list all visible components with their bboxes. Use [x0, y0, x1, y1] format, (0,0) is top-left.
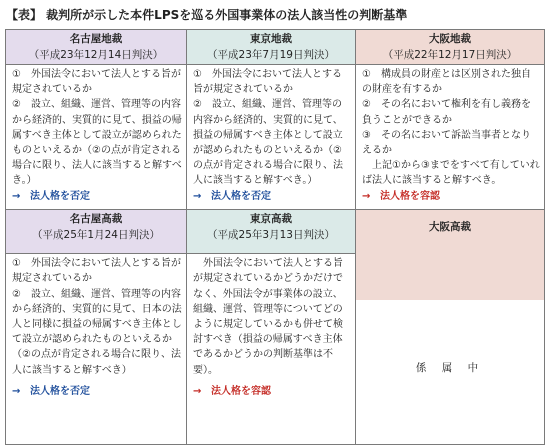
court-name: 大阪地裁 — [429, 33, 471, 45]
outcome-line — [187, 189, 355, 209]
criterion-item: ① 外国法令において法人とする旨が規定されているか — [12, 258, 181, 285]
judgment-comparison-table — [5, 29, 545, 445]
tokyo-district-header — [187, 30, 356, 65]
outcome-text: 法人格を容認 — [211, 386, 271, 398]
outcome-text: 法人格を容認 — [380, 191, 440, 202]
nagoya-district-header — [6, 30, 187, 65]
judgment-date: （平成25年3月13日判決） — [207, 229, 335, 241]
osaka-district-header — [356, 30, 545, 65]
tokyo-high-header — [187, 210, 356, 254]
court-name: 名古屋高裁 — [69, 213, 123, 225]
court-name: 東京地裁 — [250, 33, 292, 45]
tokyo-high-cell — [187, 254, 356, 445]
tokyo-district-cell — [187, 65, 356, 210]
arrow-icon: → — [362, 191, 371, 202]
arrow-icon: → — [193, 191, 202, 202]
osaka-high-block — [356, 210, 545, 445]
pending-status: 係 属 中 — [356, 300, 544, 444]
outcome-line — [6, 384, 186, 404]
court-name: 大阪高裁 — [429, 221, 471, 233]
table-caption: 【表】 裁判所が示した本件LPSを巡る外国事業体の法人該当性の判断基準 — [6, 8, 408, 22]
osaka-district-cell — [356, 65, 545, 210]
arrow-icon: → — [12, 386, 21, 398]
criterion-item: ① 外国法令において法人とする旨が規定されているか — [12, 69, 181, 96]
criterion-item: ① 構成員の財産とは区別された独自の財産を有するか — [362, 69, 531, 96]
arrow-icon: → — [193, 386, 202, 398]
judgment-date: （平成23年12月14日判決） — [28, 49, 164, 61]
criterion-item: 上記①から③までをすべて有していれば法人に該当すると解すべき。 — [362, 160, 540, 187]
judgment-date: （平成23年7月19日判決） — [207, 49, 335, 61]
nagoya-high-cell — [6, 254, 187, 445]
arrow-icon: → — [12, 191, 21, 202]
outcome-line — [187, 384, 355, 404]
criterion-item: ② その名において権利を有し義務を負うことができるか — [362, 99, 531, 126]
outcome-text: 法人格を否定 — [30, 191, 90, 202]
criterion-item: ③ その名において訴訟当事者となりえるか — [362, 129, 531, 157]
nagoya-district-cell — [6, 65, 187, 210]
criterion-item: ② 設立、組織、運営、管理等の内容から経済的、実質的に見て、損益の帰属すべき主体として設立が認められたものといえるか（②の点が肯定される場合に限り、法人に該当すると解すべき。） — [12, 99, 182, 187]
outcome-line — [6, 189, 186, 209]
criterion-item: ② 設立、組織、運営、管理等の内容から経済的、実質的に見て、日本の法人と同様に損益の帰属すべき主体として設立が認められたものといえるか（②の点が肯定される場合に限り、法人に該当すると解すべき） — [12, 288, 182, 376]
court-name: 名古屋地裁 — [69, 33, 123, 45]
judgment-date: （平成25年1月24日判決） — [32, 229, 160, 241]
judgment-date: （平成22年12月17日判決） — [382, 49, 518, 61]
criterion-item: ① 外国法令において法人とする旨が規定されているか — [193, 69, 342, 96]
criterion-item: 外国法令において法人とする旨が規定されているかどうかだけでなく、外国法令が事業体の設立、組織、運営、管理等についてどのように規定しているかも併せて検討すべき（損益の帰属すべき主体であるかどうかの判断基準は不要）。 — [193, 258, 343, 376]
nagoya-high-header — [6, 210, 187, 254]
outcome-text: 法人格を否定 — [30, 386, 90, 398]
outcome-text: 法人格を否定 — [211, 191, 271, 202]
court-name: 東京高裁 — [250, 213, 292, 225]
criterion-item: ② 設立、組織、運営、管理等の内容から経済的、実質的に見て、損益の帰属すべき主体として設立が認められたものといえるか（②の点が肯定される場合に限り、法人に該当すると解すべき。） — [193, 99, 343, 187]
outcome-line — [356, 189, 544, 209]
